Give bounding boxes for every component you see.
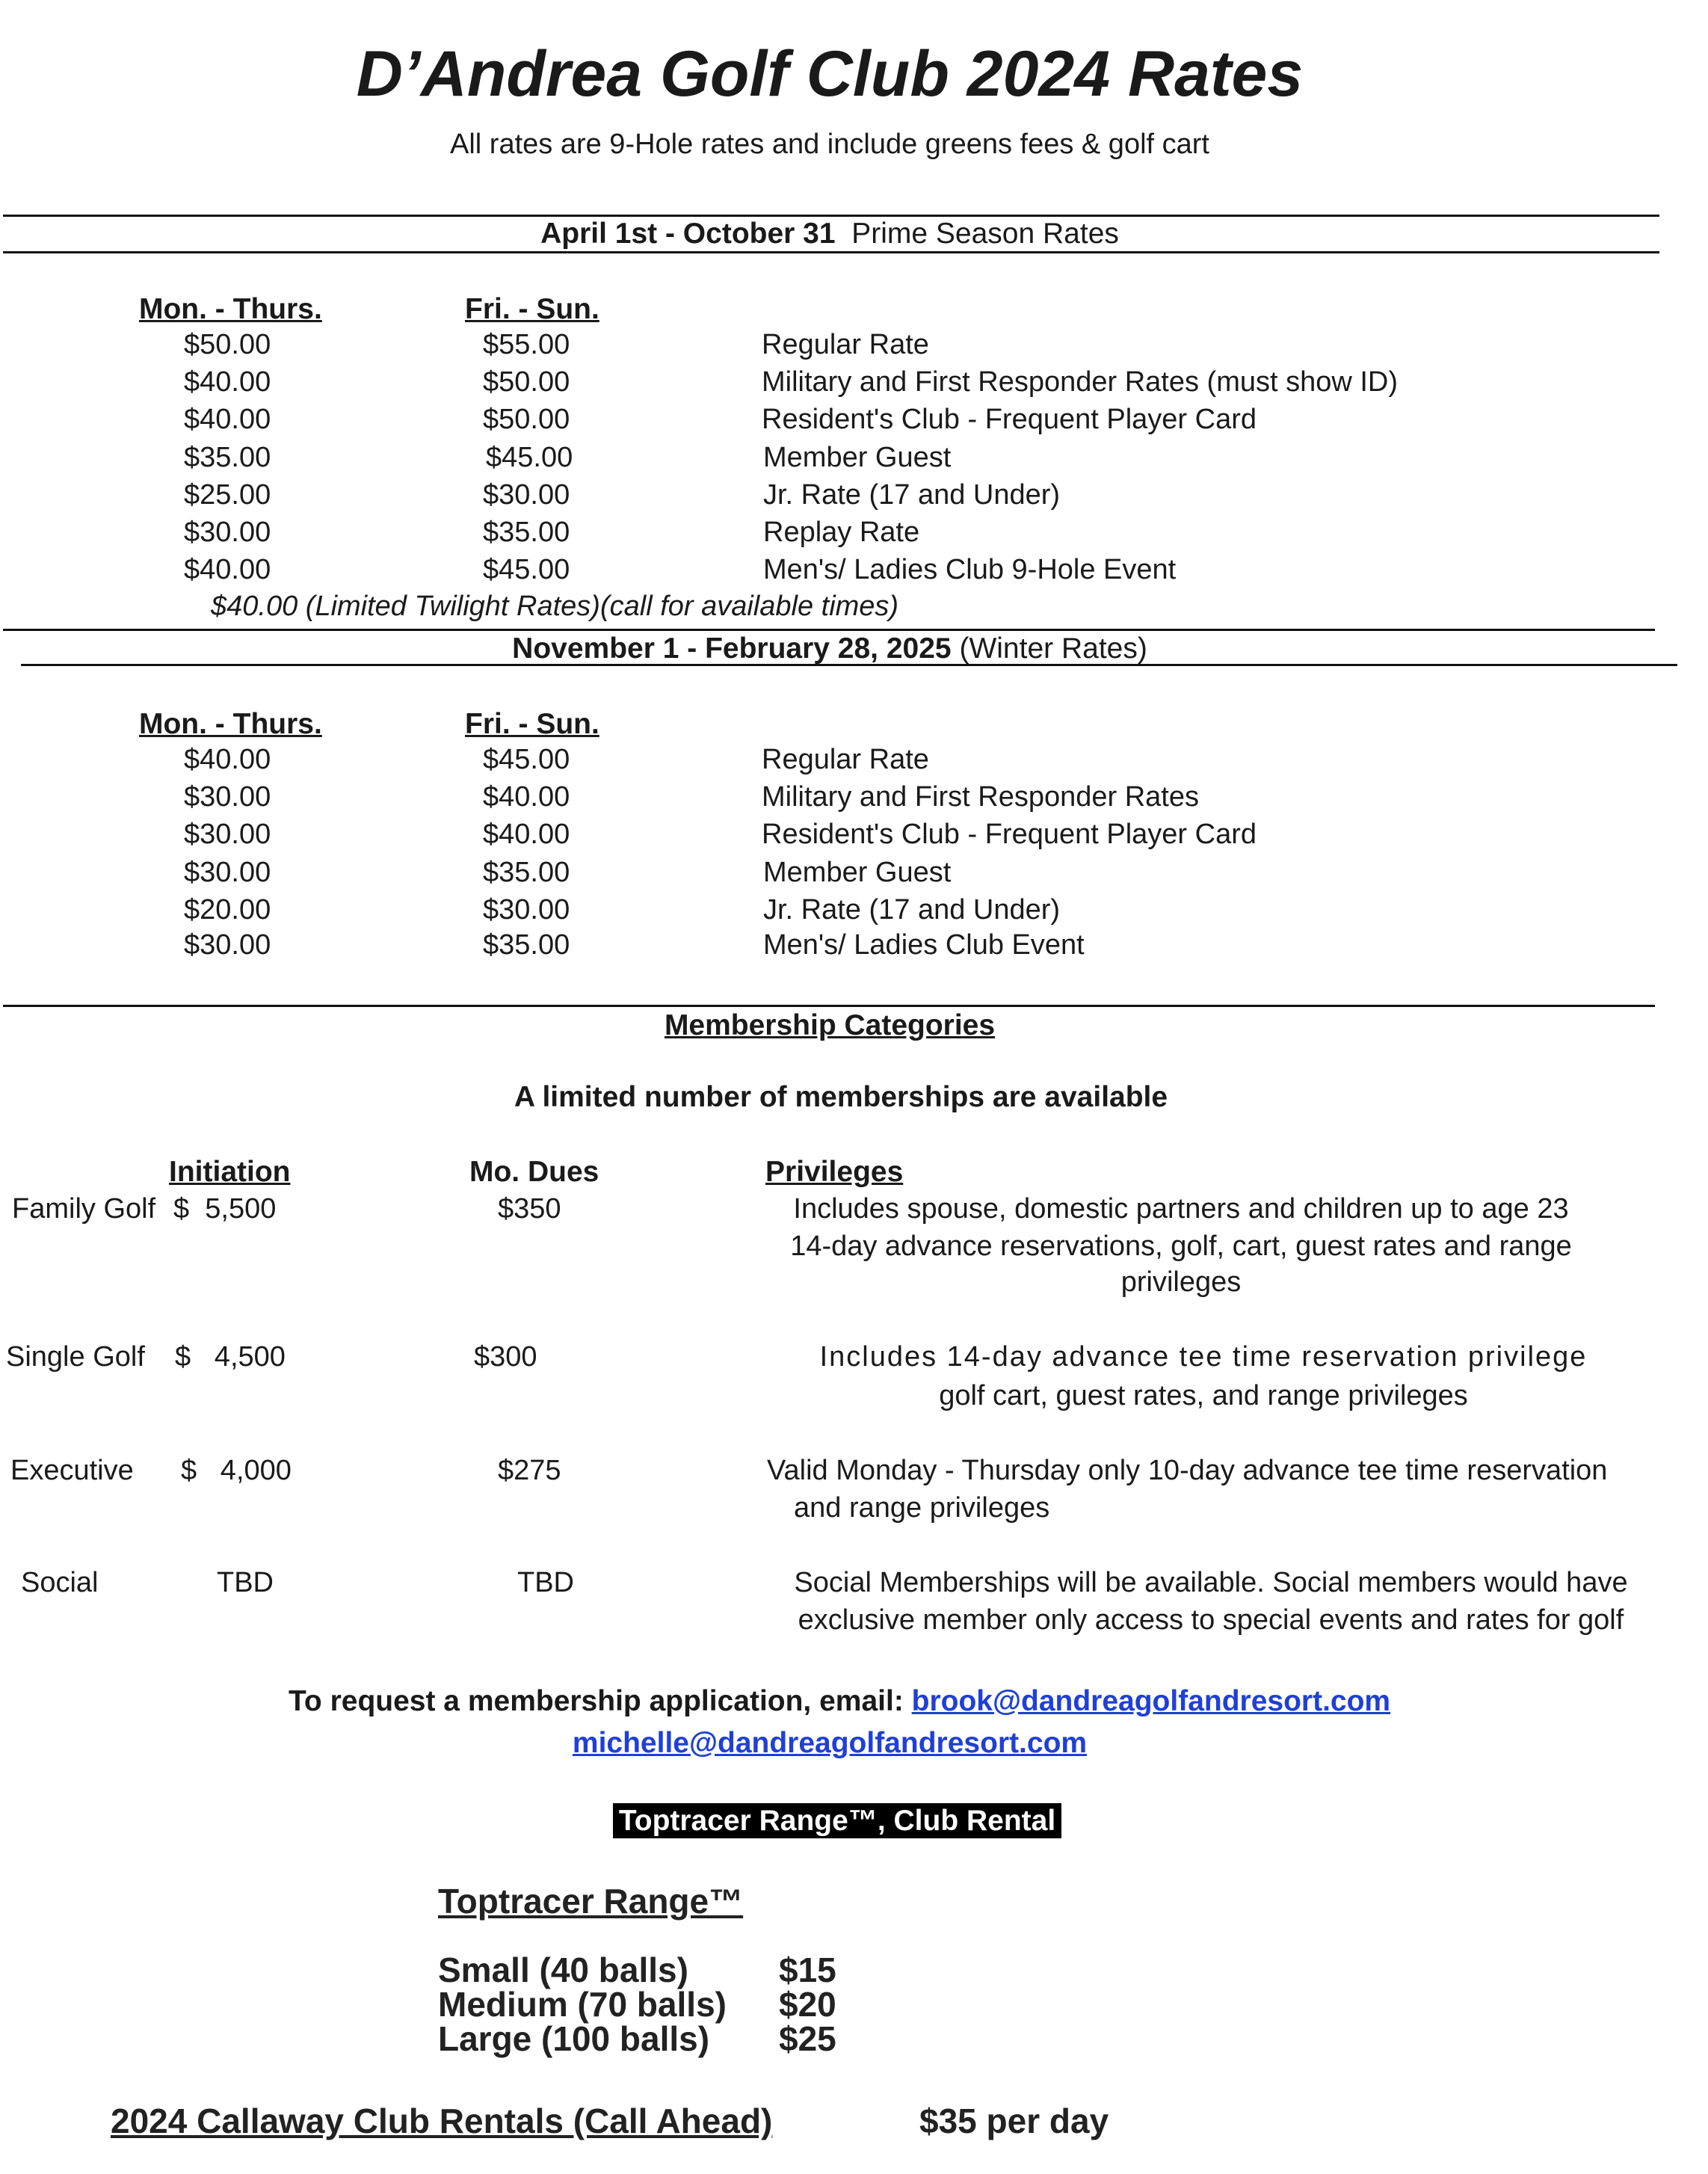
divider: [3, 629, 1655, 631]
divider: [21, 664, 1677, 666]
prime-rate-desc: Men's/ Ladies Club 9-Hole Event: [763, 554, 1177, 585]
winter-rate-weekend: $35.00: [483, 929, 570, 961]
winter-rate-weekend: $30.00: [483, 894, 570, 926]
prime-rate-weekend: $35.00: [483, 517, 570, 548]
winter-rate-desc: Jr. Rate (17 and Under): [763, 894, 1061, 926]
membership-name: Family Golf: [12, 1193, 156, 1225]
prime-rate-desc: Regular Rate: [762, 329, 929, 360]
toptracer-heading: Toptracer Range™: [438, 1882, 744, 1921]
twilight-note: $40.00 (Limited Twilight Rates)(call for available times): [211, 591, 899, 622]
membership-privileges: Social Memberships will be available. Social members would have: [794, 1567, 1628, 1598]
prime-rate-weekend: $50.00: [483, 404, 570, 435]
winter-rate-desc: Regular Rate: [762, 744, 929, 775]
prime-rate-desc: Member Guest: [763, 442, 952, 473]
membership-privileges: Includes spouse, domestic partners and children up to age 23: [793, 1193, 1569, 1225]
page-subtitle: All rates are 9-Hole rates and include greens fees & golf cart: [450, 129, 1209, 160]
prime-rate-weekday: $35.00: [184, 442, 271, 473]
winter-rate-weekday: $30.00: [184, 857, 271, 888]
membership-dues: $300: [474, 1341, 537, 1373]
range-banner-wrap: [0, 1805, 1674, 1838]
prime-rate-desc: Resident's Club - Frequent Player Card: [762, 404, 1257, 435]
winter-rate-desc: Military and First Responder Rates: [762, 781, 1199, 813]
prime-rate-desc: Replay Rate: [763, 517, 920, 548]
winter-rate-weekend: $45.00: [483, 744, 570, 775]
membership-limited-note: A limited number of memberships are available: [514, 1081, 1168, 1113]
email-link-michelle[interactable]: michelle@dandreagolfandresort.com: [572, 1727, 1088, 1759]
membership-privileges: 14-day advance reservations, golf, cart, guest rates and range: [790, 1231, 1572, 1262]
winter-season-dates: November 1 - February 28, 2025: [512, 632, 952, 665]
winter-rate-weekday: $40.00: [184, 744, 271, 775]
membership-dues: $350: [498, 1193, 561, 1225]
prime-rate-weekday: $40.00: [184, 554, 271, 585]
prime-rate-weekend: $50.00: [483, 366, 570, 398]
email-line-2: [0, 1727, 1659, 1760]
winter-season-label: (Winter Rates): [959, 632, 1147, 665]
prime-rate-weekday: $40.00: [184, 404, 271, 435]
bucket-size: Large (100 balls): [438, 2019, 710, 2058]
bucket-size: Small (40 balls): [438, 1950, 688, 1989]
membership-name: Executive: [10, 1455, 134, 1486]
winter-rate-weekday: $30.00: [184, 929, 271, 961]
page-title: D’Andrea Golf Club 2024 Rates: [356, 38, 1304, 110]
prime-rate-weekend: $45.00: [486, 442, 573, 473]
bucket-price: $20: [779, 1985, 836, 2024]
prime-rate-weekday: $30.00: [184, 517, 271, 548]
membership-privileges: and range privileges: [794, 1492, 1050, 1524]
prime-rate-weekend: $55.00: [483, 329, 570, 360]
divider: [3, 215, 1659, 217]
winter-rate-desc: Resident's Club - Frequent Player Card: [762, 819, 1257, 850]
club-rental-price: $35 per day: [919, 2101, 1109, 2140]
membership-privileges: exclusive member only access to special events and rates for golf: [798, 1604, 1624, 1636]
membership-name: Social: [21, 1567, 99, 1598]
prime-rate-weekend: $45.00: [483, 554, 570, 585]
membership-request-text: To request a membership application, email:: [289, 1685, 904, 1717]
membership-initiation: $ 4,500: [175, 1341, 286, 1373]
membership-initiation: TBD: [217, 1567, 274, 1598]
prime-col-weekend: Fri. - Sun.: [465, 293, 599, 325]
membership-initiation: $ 4,000: [181, 1455, 292, 1486]
prime-rate-weekday: $50.00: [184, 329, 271, 360]
membership-name: Single Golf: [6, 1341, 145, 1373]
membership-privileges: golf cart, guest rates, and range privileges: [939, 1380, 1468, 1411]
club-rental-label: 2024 Callaway Club Rentals (Call Ahead): [111, 2101, 773, 2140]
winter-rate-desc: Men's/ Ladies Club Event: [763, 929, 1085, 961]
prime-rate-desc: Jr. Rate (17 and Under): [763, 479, 1061, 511]
prime-season-label: Prime Season Rates: [851, 218, 1119, 250]
winter-col-weekend: Fri. - Sun.: [465, 708, 599, 740]
prime-season-dates: April 1st - October 31: [540, 218, 836, 250]
winter-rate-weekday: $30.00: [184, 819, 271, 850]
membership-privileges: privileges: [1120, 1266, 1242, 1298]
membership-dues: TBD: [517, 1567, 574, 1598]
divider: [3, 251, 1659, 253]
membership-dues: $275: [498, 1455, 561, 1486]
prime-rate-weekday: $25.00: [184, 479, 271, 511]
prime-rate-weekend: $30.00: [483, 479, 570, 511]
col-initiation: Initiation: [169, 1156, 291, 1188]
membership-heading: Membership Categories: [664, 1009, 996, 1041]
bucket-price: $15: [779, 1950, 836, 1989]
bucket-price: $25: [779, 2019, 836, 2058]
membership-initiation: $ 5,500: [173, 1193, 277, 1225]
winter-rate-weekday: $20.00: [184, 894, 271, 926]
prime-col-weekday: Mon. - Thurs.: [139, 293, 322, 325]
prime-rate-weekday: $40.00: [184, 366, 271, 398]
prime-rate-desc: Military and First Responder Rates (must show ID): [762, 366, 1399, 398]
winter-rate-weekend: $40.00: [483, 781, 570, 813]
col-privileges: Privileges: [765, 1156, 904, 1188]
membership-privileges: Includes 14-day advance tee time reservation privilege: [819, 1341, 1588, 1373]
membership-privileges: Valid Monday - Thursday only 10-day advance tee time reservation: [767, 1455, 1608, 1486]
winter-rate-weekday: $30.00: [184, 781, 271, 813]
winter-col-weekday: Mon. - Thurs.: [139, 708, 322, 740]
winter-rate-desc: Member Guest: [763, 857, 952, 888]
email-link-brook[interactable]: brook@dandreagolfandresort.com: [911, 1685, 1391, 1717]
bucket-size: Medium (70 balls): [438, 1985, 727, 2024]
divider: [3, 1005, 1655, 1007]
membership-request: [289, 1685, 1390, 1718]
col-mo-dues: Mo. Dues: [469, 1156, 599, 1188]
winter-rate-weekend: $35.00: [483, 857, 570, 888]
range-banner: Toptracer Range™, Club Rental: [613, 1803, 1061, 1838]
winter-rate-weekend: $40.00: [483, 819, 570, 850]
winter-season-heading: [0, 632, 1659, 665]
prime-season-heading: [0, 218, 1659, 250]
